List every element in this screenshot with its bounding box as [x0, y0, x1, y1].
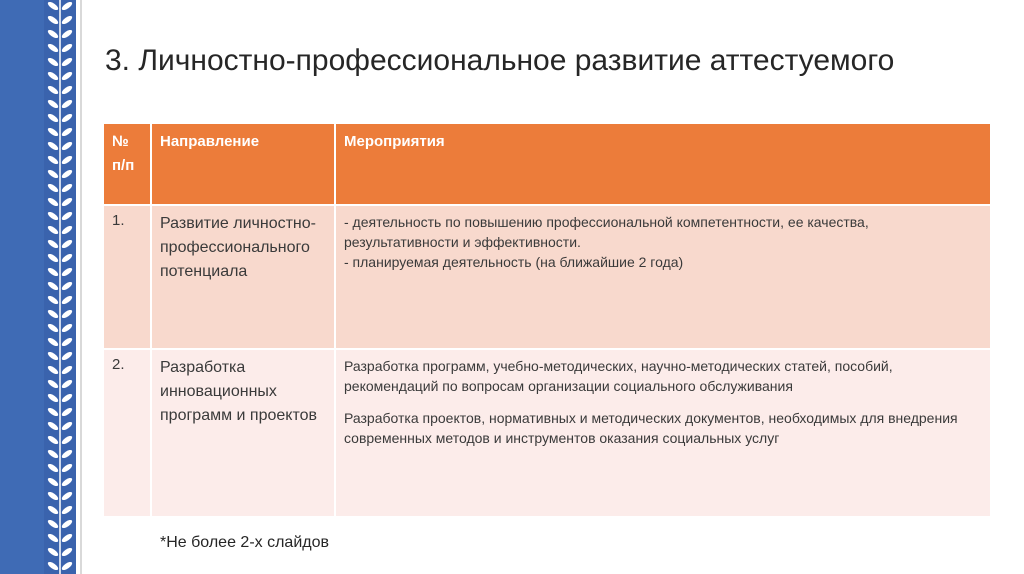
header-direction: Направление [151, 123, 335, 205]
table-header-row [103, 123, 991, 205]
activities-table [102, 122, 992, 518]
activity-item: - планируемая деятельность (на ближайшие 2 года) [344, 254, 684, 270]
activity-item: Разработка программ, учебно-методических, научно-методических статей, пособий, рекомендаций по вопросам организации социального обслуживания [344, 358, 893, 394]
row-number: 2. [103, 349, 151, 517]
divider-line [80, 0, 82, 574]
row-activities [335, 205, 991, 349]
slide-title: 3. Личностно-профессиональное развитие аттестуемого [105, 44, 895, 77]
header-activities: Мероприятия [335, 123, 991, 205]
table-row [103, 205, 991, 349]
activity-item: - деятельность по повышению профессиональной компетентности, ее качества, результативности и эффективности. [344, 214, 869, 250]
activity-item: Разработка проектов, нормативных и методических документов, необходимых для внедрения современных методов и инструментов оказания социальных услуг [344, 410, 958, 446]
header-num: № п/п [103, 123, 151, 205]
laurel-branch-icon [44, 0, 76, 574]
table-row [103, 349, 991, 517]
row-direction: Развитие личностно-профессионального потенциала [151, 205, 335, 349]
row-number: 1. [103, 205, 151, 349]
row-activities [335, 349, 991, 517]
footnote: *Не более 2-х слайдов [160, 534, 329, 551]
side-band [0, 0, 44, 574]
row-direction: Разработка инновационных программ и проектов [151, 349, 335, 517]
